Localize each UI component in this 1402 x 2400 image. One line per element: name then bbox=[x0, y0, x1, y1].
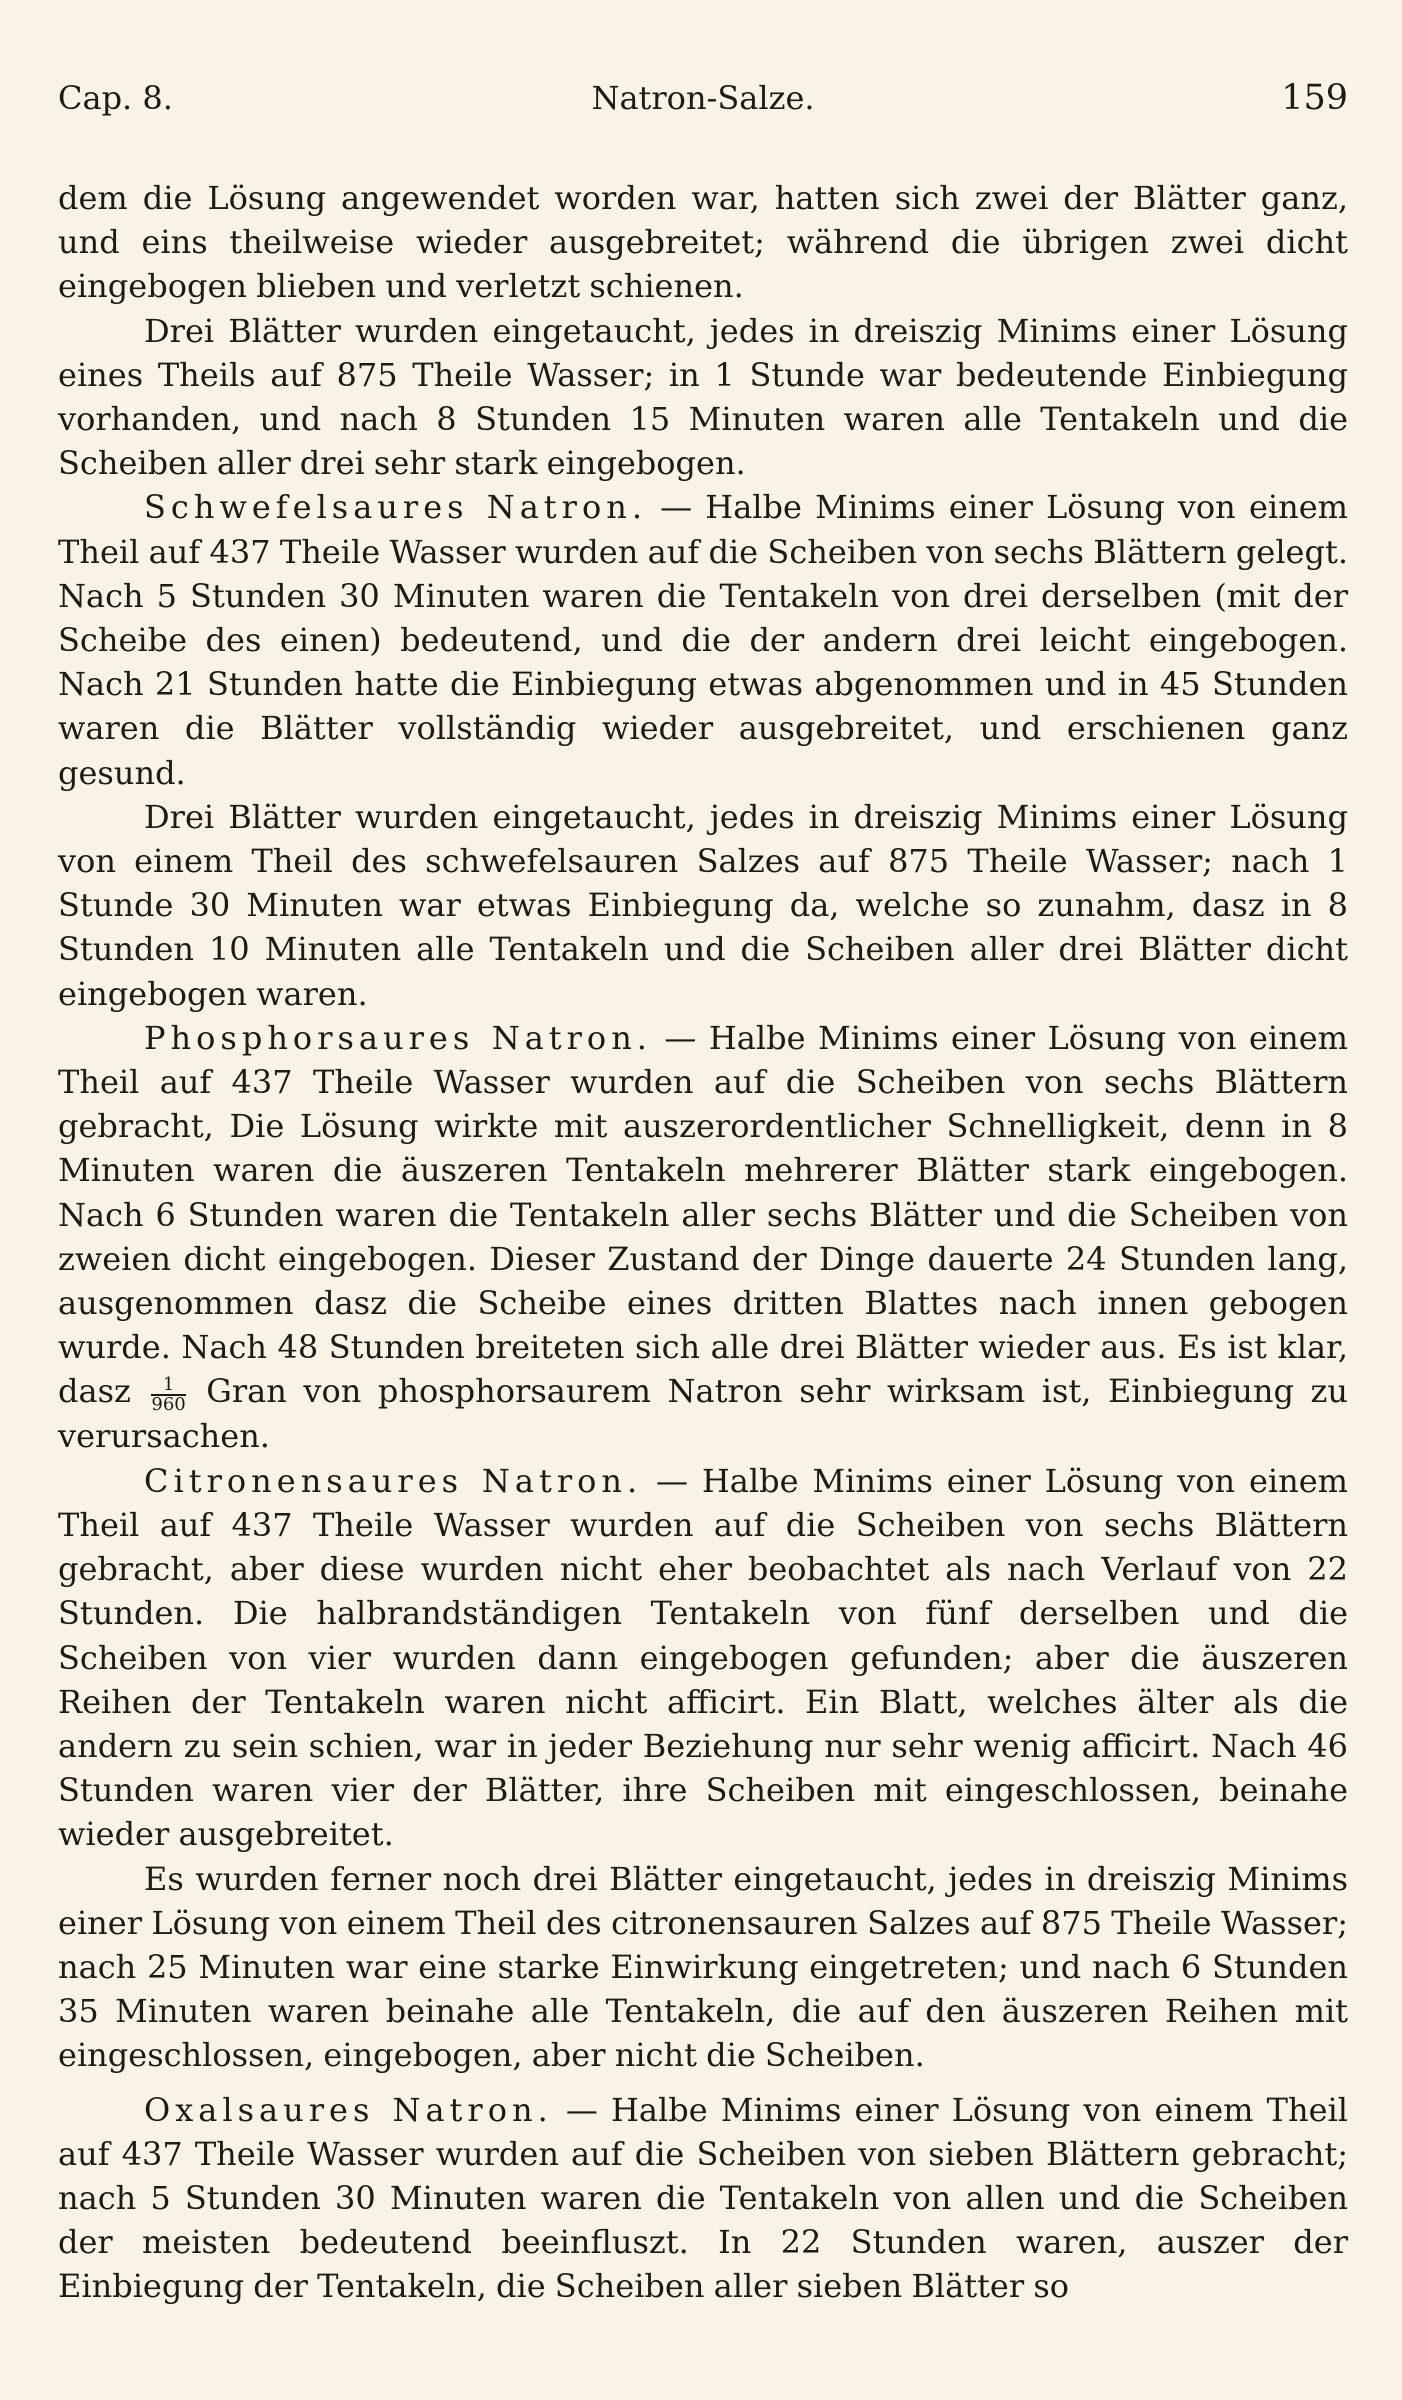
chapter-label: Cap. 8. bbox=[58, 79, 173, 117]
paragraph-text: Drei Blätter wurden eingetaucht, jedes in dreiszig Minims einer Lösung eines Theils auf 875 Theile Wasser; in 1 Stunde war bedeutende Einbiegung vorhanden, und nach 8 Stunden 15 Minuten waren alle Tentakeln und die Scheiben aller drei sehr stark eingebogen. bbox=[58, 311, 1348, 483]
paragraph-citronensaures-natron bbox=[58, 1459, 1348, 1857]
paragraph-continuation bbox=[58, 176, 1348, 309]
page-number: 159 bbox=[1281, 78, 1348, 118]
paragraph-text: Drei Blätter wurden eingetaucht, jedes in dreiszig Minims einer Lösung von einem Theil des schwefelsauren Salzes auf 875 Theile Wasser; nach 1 Stunde 30 Minuten war etwas Einbiegung da, welche so zunahm, dasz in 8 Stunden 10 Minuten alle Tentakeln und die Scheiben aller drei Blätter dicht eingebogen waren. bbox=[58, 797, 1348, 1013]
section-lead-term: Citronensaures Natron. bbox=[144, 1461, 643, 1500]
paragraph-text: Es wurden ferner noch drei Blätter eingetaucht, jedes in dreiszig Minims einer Lösung von einem Theil des citronensauren Salzes auf 875 Theile Wasser; nach 25 Minuten war eine starke Einwirkung eingetreten; und nach 6 Stunden 35 Minuten waren beinahe alle Tentakeln, die auf den äuszeren Reihen mit eingeschlossen, eingebogen, aber nicht die Scheiben. bbox=[58, 1859, 1348, 2075]
paragraph-text: — Halbe Minims einer Lösung von einem Theil auf 437 Theile Wasser wurden auf die Scheiben von sechs Blättern gelegt. Nach 5 Stunden 30 Minuten waren die Tentakeln von drei derselben (mit der Scheibe des einen) bedeutend, und die der andern drei leicht eingebogen. Nach 21 Stunden hatte die Einbiegung etwas abgenommen und in 45 Stunden waren die Blätter vollständig wieder ausgebreitet, und erschienen ganz gesund. bbox=[58, 488, 1349, 792]
paragraph-text: Gran von phosphorsaurem Natron sehr wirksam ist, Einbiegung zu verursachen. bbox=[58, 1372, 1349, 1456]
body-text bbox=[58, 176, 1348, 2309]
fraction-denominator: 960 bbox=[151, 1394, 186, 1416]
paragraph-phosphorsaures-natron bbox=[58, 1016, 1348, 1459]
section-lead-term: Schwefelsaures Natron. bbox=[144, 488, 647, 527]
paragraph bbox=[58, 309, 1348, 486]
paragraph-text: — Halbe Minims einer Lösung von einem Theil auf 437 Theile Wasser wurden auf die Scheiben von sechs Blättern gebracht, aber diese wurden nicht eher beobachtet als nach Verlauf von 22 Stunden. Die halbrandständigen Tentakeln von fünf derselben und die Scheiben von vier wurden dann eingebogen gefunden; aber die äuszeren Reihen der Tentakeln waren nicht afficirt. Ein Blatt, welches älter als die andern zu sein schien, war in jeder Beziehung nur sehr wenig afficirt. Nach 46 Stunden waren vier der Blätter, ihre Scheiben mit eingeschlossen, beinahe wieder ausgebreitet. bbox=[58, 1461, 1349, 1854]
paragraph-text: — Halbe Minims einer Lösung von einem Theil auf 437 Theile Wasser wurden auf die Scheiben von sieben Blättern gebracht; nach 5 Stunden 30 Minuten waren die Tentakeln von allen und die Scheiben der meisten bedeutend beeinfluszt. In 22 Stunden waren, auszer der Einbiegung der Tentakeln, die Scheiben aller sieben Blätter so bbox=[58, 2090, 1349, 2306]
section-lead-term: Oxalsaures Natron. bbox=[144, 2090, 553, 2129]
running-title: Natron-Salze. bbox=[591, 79, 815, 117]
paragraph-schwefelsaures-natron bbox=[58, 485, 1348, 794]
running-header bbox=[58, 72, 1348, 124]
paragraph-text: — Halbe Minims einer Lösung von einem Theil auf 437 Theile Wasser wurden auf die Scheiben von sechs Blättern gebracht, Die Lösung wirkte mit auszerordentlicher Schnelligkeit, denn in 8 Minuten waren die äuszeren Tentakeln mehrerer Blätter stark eingebogen. Nach 6 Stunden waren die Tentakeln aller sechs Blätter und die Scheiben von zweien dicht eingebogen. Dieser Zustand der Dinge dauerte 24 Stunden lang, ausgenommen dasz die Scheibe eines dritten Blattes nach innen gebogen wurde. Nach 48 Stunden breiteten sich alle drei Blätter wieder aus. Es ist klar, dasz bbox=[58, 1018, 1349, 1411]
fraction-numerator: 1 bbox=[151, 1376, 185, 1396]
section-lead-term: Phosphorsaures Natron. bbox=[144, 1018, 652, 1057]
paragraph-oxalsaures-natron bbox=[58, 2088, 1348, 2309]
fraction bbox=[151, 1376, 185, 1414]
paragraph bbox=[58, 795, 1348, 1016]
paragraph bbox=[58, 1857, 1348, 2078]
paragraph-text: dem die Lösung angewendet worden war, hatten sich zwei der Blätter ganz, und eins theilweise wieder ausgebreitet; während die übrigen zwei dicht eingebogen blieben und verletzt schienen. bbox=[58, 179, 1348, 306]
